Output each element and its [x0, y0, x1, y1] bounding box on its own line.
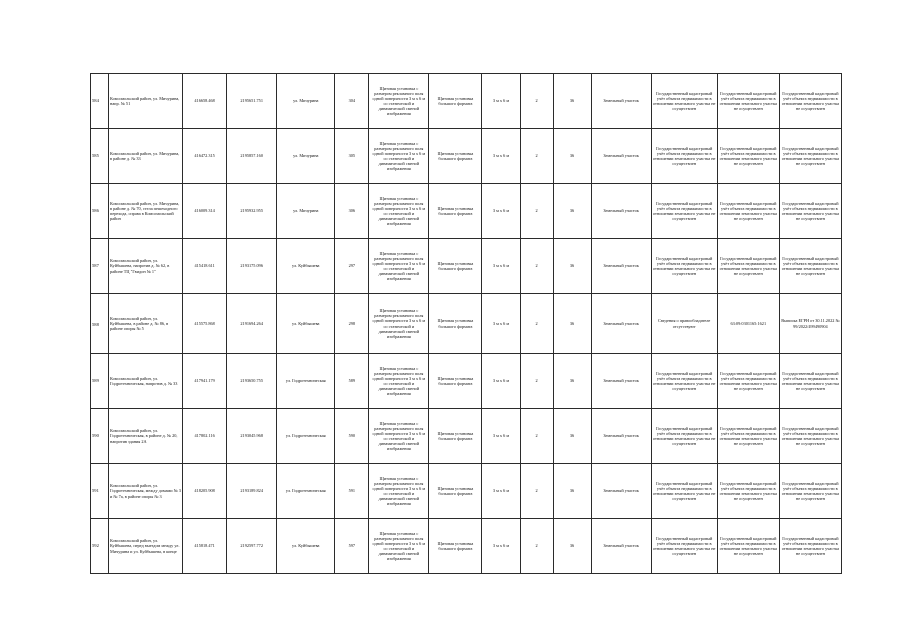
coord-y-cell: 2192597.772: [227, 519, 277, 574]
land-cell: Земельный участок: [591, 184, 651, 239]
size-cell: 3 м x 6 м: [482, 409, 520, 464]
coord-y-cell: 2195932.955: [227, 184, 277, 239]
row-number: 584: [91, 74, 109, 129]
coord-y-cell: 2195651.751: [227, 74, 277, 129]
code-cell: 597: [335, 519, 369, 574]
format-cell: Щитовая установка большого формата: [429, 464, 482, 519]
street-cell: ул. Гидротехническая: [277, 409, 335, 464]
row-number: 588: [91, 294, 109, 354]
code-cell: 591: [335, 464, 369, 519]
coord-y-cell: 2193189.824: [227, 464, 277, 519]
area-cell: 36: [553, 409, 591, 464]
cadastral-number-cell: Государственный кадастровый учёт объекта недвижимости в отношении земельного участка не осуществлен: [717, 129, 779, 184]
code-cell: 306: [335, 184, 369, 239]
cadastral-status-cell: Государственный кадастровый учёт объекта недвижимости в отношении земельного участка не осуществлен: [651, 464, 717, 519]
advertising-register-table: [90, 73, 842, 574]
code-cell: 305: [335, 129, 369, 184]
size-cell: 3 м x 6 м: [482, 184, 520, 239]
sides-cell: 2: [520, 239, 553, 294]
table-row: [91, 239, 842, 294]
type-description-cell: Щитовая установка с размером рекламного поля одной поверхности 3 м x 6 м со статической и динамической сменой изображения: [369, 464, 429, 519]
type-description-cell: Щитовая установка с размером рекламного поля одной поверхности 3 м x 6 м со статической и динамической сменой изображения: [369, 129, 429, 184]
area-cell: 36: [553, 129, 591, 184]
cadastral-status-cell: Государственный кадастровый учёт объекта недвижимости в отношении земельного участка не осуществлен: [651, 519, 717, 574]
cadastral-status-cell: Государственный кадастровый учёт объекта недвижимости в отношении земельного участка не осуществлен: [651, 239, 717, 294]
code-cell: 304: [335, 74, 369, 129]
land-cell: Земельный участок: [591, 74, 651, 129]
street-cell: ул. Мичурина: [277, 74, 335, 129]
cadastral-number-cell: Государственный кадастровый учёт объекта недвижимости в отношении земельного участка не осуществлен: [717, 354, 779, 409]
address-cell: Комсомольский район, ул. Мичурина, в районе д. № 33: [109, 129, 183, 184]
street-cell: ул. Куйбышева: [277, 294, 335, 354]
area-cell: 36: [553, 464, 591, 519]
registry-extract-cell: Государственный кадастровый учёт объекта недвижимости в отношении земельного участка не осуществлен: [779, 464, 841, 519]
cadastral-status-cell: Государственный кадастровый учёт объекта недвижимости в отношении земельного участка не осуществлен: [651, 74, 717, 129]
area-cell: 36: [553, 74, 591, 129]
size-cell: 3 м x 6 м: [482, 519, 520, 574]
coord-y-cell: 2193045.968: [227, 409, 277, 464]
cadastral-number-cell: Государственный кадастровый учёт объекта недвижимости в отношении земельного участка не осуществлен: [717, 464, 779, 519]
cadastral-number-cell: Государственный кадастровый учёт объекта недвижимости в отношении земельного участка не осуществлен: [717, 519, 779, 574]
code-cell: 589: [335, 354, 369, 409]
registry-extract-cell: Государственный кадастровый учёт объекта недвижимости в отношении земельного участка не осуществлен: [779, 184, 841, 239]
sides-cell: 2: [520, 354, 553, 409]
land-cell: Земельный участок: [591, 464, 651, 519]
table-row: [91, 519, 842, 574]
format-cell: Щитовая установка большого формата: [429, 74, 482, 129]
area-cell: 36: [553, 354, 591, 409]
coord-x-cell: 417941.179: [183, 354, 227, 409]
code-cell: 590: [335, 409, 369, 464]
table-row: [91, 74, 842, 129]
cadastral-status-cell: Государственный кадастровый учёт объекта недвижимости в отношении земельного участка не осуществлен: [651, 129, 717, 184]
table-row: [91, 184, 842, 239]
size-cell: 3 м x 6 м: [482, 74, 520, 129]
size-cell: 3 м x 6 м: [482, 354, 520, 409]
size-cell: 3 м x 6 м: [482, 464, 520, 519]
address-cell: Комсомольский район, ул. Куйбышева, перед выездом между ул. Мичурина и ул. Куйбышева, в конце: [109, 519, 183, 574]
type-description-cell: Щитовая установка с размером рекламного поля одной поверхности 3 м x 6 м со статической и динамической сменой изображения: [369, 294, 429, 354]
address-cell: Комсомольский район, ул. Гидротехническая, в районе д. № 20, напротив здания 2А: [109, 409, 183, 464]
address-cell: Комсомольский район, ул. Мичурина, напр. № 51: [109, 74, 183, 129]
land-cell: Земельный участок: [591, 409, 651, 464]
registry-extract-cell: Государственный кадастровый учёт объекта недвижимости в отношении земельного участка не осуществлен: [779, 74, 841, 129]
table-row: [91, 129, 842, 184]
type-description-cell: Щитовая установка с размером рекламного поля одной поверхности 3 м x 6 м со статической и динамической сменой изображения: [369, 519, 429, 574]
cadastral-status-cell: Государственный кадастровый учёт объекта недвижимости в отношении земельного участка не осуществлен: [651, 184, 717, 239]
sides-cell: 2: [520, 184, 553, 239]
address-cell: Комсомольский район, ул. Гидротехническая, между домами № 3 и № 7а, в районе опоры № 3: [109, 464, 183, 519]
registry-extract-cell: Государственный кадастровый учёт объекта недвижимости в отношении земельного участка не осуществлен: [779, 409, 841, 464]
coord-y-cell: 2191694.264: [227, 294, 277, 354]
row-number: 590: [91, 409, 109, 464]
coord-x-cell: 418205.908: [183, 464, 227, 519]
land-cell: Земельный участок: [591, 129, 651, 184]
type-description-cell: Щитовая установка с размером рекламного поля одной поверхности 3 м x 6 м со статической и динамической сменой изображения: [369, 239, 429, 294]
row-number: 586: [91, 184, 109, 239]
size-cell: 3 м x 6 м: [482, 239, 520, 294]
sides-cell: 2: [520, 409, 553, 464]
type-description-cell: Щитовая установка с размером рекламного поля одной поверхности 3 м x 6 м со статической и динамической сменой изображения: [369, 184, 429, 239]
registry-extract-cell: Государственный кадастровый учёт объекта недвижимости в отношении земельного участка не осуществлен: [779, 129, 841, 184]
cadastral-status-cell: Сведения о правообладателе отсутствуют: [651, 294, 717, 354]
address-cell: Комсомольский район, ул. Мичурина, в районе д. № 70, стела пешеходного перехода, справа в Комсомольский район: [109, 184, 183, 239]
street-cell: ул. Мичурина: [277, 129, 335, 184]
table-row: [91, 354, 842, 409]
area-cell: 36: [553, 184, 591, 239]
format-cell: Щитовая установка большого формата: [429, 354, 482, 409]
street-cell: ул. Куйбышева: [277, 239, 335, 294]
table-row: [91, 409, 842, 464]
coord-x-cell: 416009.314: [183, 184, 227, 239]
size-cell: 3 м x 6 м: [482, 129, 520, 184]
street-cell: ул. Гидротехническая: [277, 354, 335, 409]
code-cell: 297: [335, 239, 369, 294]
format-cell: Щитовая установка большого формата: [429, 239, 482, 294]
area-cell: 36: [553, 239, 591, 294]
coord-x-cell: 416472.315: [183, 129, 227, 184]
area-cell: 36: [553, 519, 591, 574]
registry-extract-cell: Выписка ЕГРН от 30.11.2022 № 99/2022/499490904: [779, 294, 841, 354]
table-row: [91, 464, 842, 519]
address-cell: Комсомольский район, ул. Гидротехническая, напротив д. № 33: [109, 354, 183, 409]
address-cell: Комсомольский район, ул. Куйбышева, в районе д. № 86, в районе опоры № 5: [109, 294, 183, 354]
sides-cell: 2: [520, 74, 553, 129]
sides-cell: 2: [520, 519, 553, 574]
code-cell: 298: [335, 294, 369, 354]
cadastral-status-cell: Государственный кадастровый учёт объекта недвижимости в отношении земельного участка не осуществлен: [651, 409, 717, 464]
coord-x-cell: 416658.468: [183, 74, 227, 129]
registry-extract-cell: Государственный кадастровый учёт объекта недвижимости в отношении земельного участка не осуществлен: [779, 519, 841, 574]
table-row: [91, 294, 842, 354]
row-number: 592: [91, 519, 109, 574]
street-cell: ул. Куйбышева: [277, 519, 335, 574]
land-cell: Земельный участок: [591, 294, 651, 354]
format-cell: Щитовая установка большого формата: [429, 129, 482, 184]
type-description-cell: Щитовая установка с размером рекламного поля одной поверхности 3 м x 6 м со статической и динамической сменой изображения: [369, 354, 429, 409]
coord-x-cell: 415418.611: [183, 239, 227, 294]
sides-cell: 2: [520, 464, 553, 519]
street-cell: ул. Мичурина: [277, 184, 335, 239]
format-cell: Щитовая установка большого формата: [429, 294, 482, 354]
row-number: 591: [91, 464, 109, 519]
land-cell: Земельный участок: [591, 354, 651, 409]
coord-y-cell: 2193650.755: [227, 354, 277, 409]
area-cell: 36: [553, 294, 591, 354]
cadastral-number-cell: Государственный кадастровый учёт объекта недвижимости в отношении земельного участка не осуществлен: [717, 409, 779, 464]
address-cell: Комсомольский район, ул. Куйбышева, напротив д. № 62, в районе ТЦ "Гвидон № 1": [109, 239, 183, 294]
land-cell: Земельный участок: [591, 519, 651, 574]
cadastral-number-cell: Государственный кадастровый учёт объекта недвижимости в отношении земельного участка не осуществлен: [717, 239, 779, 294]
cadastral-number-cell: Государственный кадастровый учёт объекта недвижимости в отношении земельного участка не осуществлен: [717, 184, 779, 239]
coord-y-cell: 2193175.096: [227, 239, 277, 294]
row-number: 587: [91, 239, 109, 294]
size-cell: 3 м x 6 м: [482, 294, 520, 354]
type-description-cell: Щитовая установка с размером рекламного поля одной поверхности 3 м x 6 м со статической и динамической сменой изображения: [369, 409, 429, 464]
coord-y-cell: 2195857.160: [227, 129, 277, 184]
format-cell: Щитовая установка большого формата: [429, 409, 482, 464]
sides-cell: 2: [520, 294, 553, 354]
sides-cell: 2: [520, 129, 553, 184]
coord-x-cell: 415575.868: [183, 294, 227, 354]
type-description-cell: Щитовая установка с размером рекламного поля одной поверхности 3 м x 6 м со статической и динамической сменой изображения: [369, 74, 429, 129]
registry-extract-cell: Государственный кадастровый учёт объекта недвижимости в отношении земельного участка не осуществлен: [779, 354, 841, 409]
street-cell: ул. Гидротехническая: [277, 464, 335, 519]
row-number: 585: [91, 129, 109, 184]
format-cell: Щитовая установка большого формата: [429, 519, 482, 574]
cadastral-number-cell: 63:09:0301165:1621: [717, 294, 779, 354]
cadastral-status-cell: Государственный кадастровый учёт объекта недвижимости в отношении земельного участка не осуществлен: [651, 354, 717, 409]
coord-x-cell: 415818.471: [183, 519, 227, 574]
land-cell: Земельный участок: [591, 239, 651, 294]
coord-x-cell: 417802.116: [183, 409, 227, 464]
cadastral-number-cell: Государственный кадастровый учёт объекта недвижимости в отношении земельного участка не осуществлен: [717, 74, 779, 129]
row-number: 589: [91, 354, 109, 409]
format-cell: Щитовая установка большого формата: [429, 184, 482, 239]
registry-extract-cell: Государственный кадастровый учёт объекта недвижимости в отношении земельного участка не осуществлен: [779, 239, 841, 294]
